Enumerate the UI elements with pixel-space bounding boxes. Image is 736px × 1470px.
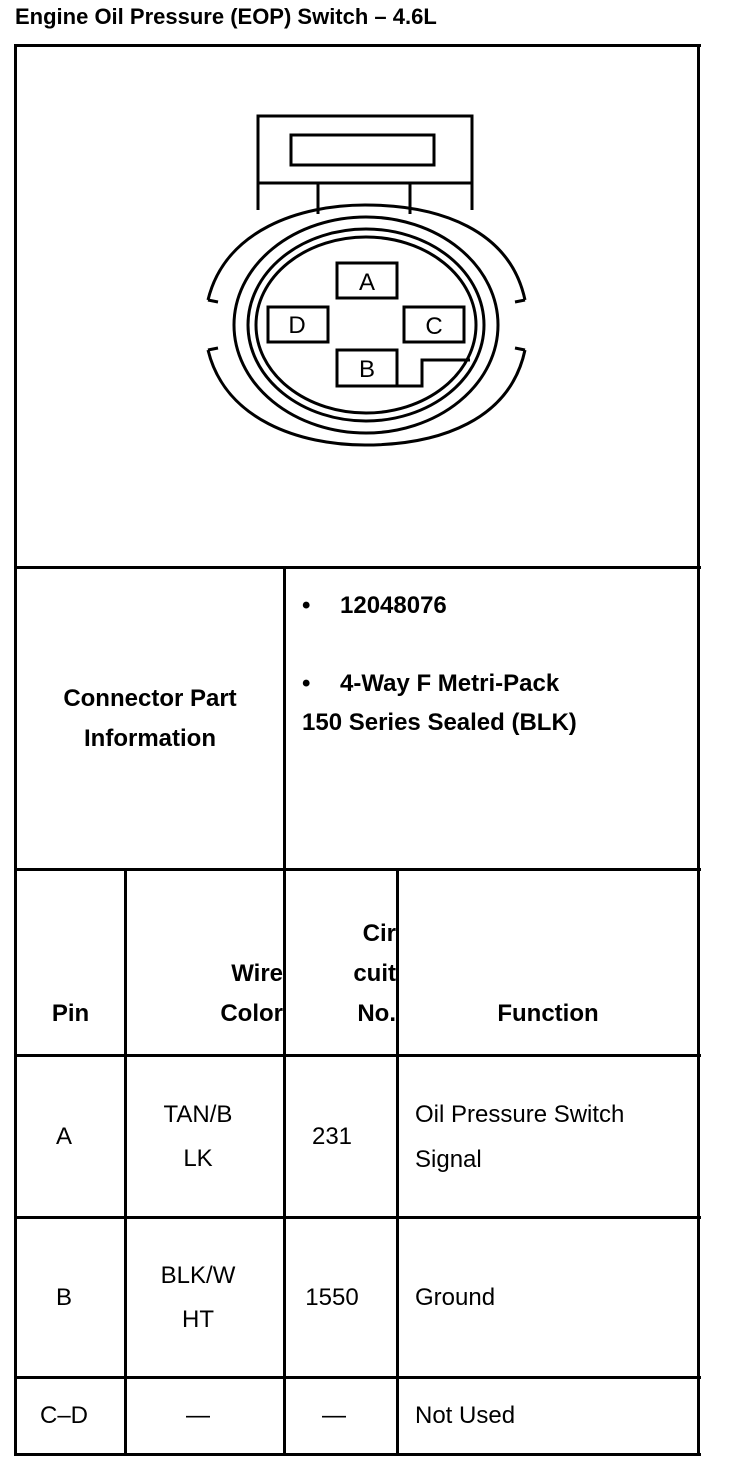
part-info-label-line2: Information [84, 724, 216, 752]
row-a-wire-1: TAN/B [163, 1100, 233, 1128]
row-cd-wire: — [186, 1402, 210, 1429]
part-desc-line2: 150 Series Sealed (BLK) [302, 709, 577, 736]
header-pin-label: Pin [51, 1000, 90, 1027]
header-circuit-2: cuit [353, 960, 396, 987]
connector-diagram [0, 0, 736, 566]
part-number: 12048076 [340, 592, 447, 619]
pin-label-c: C [425, 313, 443, 340]
part-info-list [302, 586, 577, 742]
row-a-function-1: Oil Pressure Switch [415, 1100, 625, 1128]
part-info-label-line1: Connector Part [63, 684, 237, 712]
row-a-function [399, 1057, 697, 1216]
header-function-label: Function [497, 1000, 599, 1027]
row-b-function: Ground [415, 1283, 496, 1311]
header-function [399, 871, 697, 1054]
row-b-pin: B [55, 1283, 72, 1311]
row-a-function-2: Signal [415, 1145, 482, 1173]
divider-info-col [283, 566, 286, 871]
row-a-wire [127, 1057, 269, 1216]
header-circuit [286, 871, 396, 1054]
header-wire-color [127, 871, 283, 1054]
row-cd-function: Not Used [415, 1402, 516, 1429]
header-circuit-1: Cir [362, 920, 396, 947]
row-a-pin: A [55, 1122, 72, 1150]
part-number-item [302, 586, 577, 625]
pin-label-b: B [358, 356, 376, 383]
locking-tab-slot [291, 135, 434, 165]
pin-label-d: D [288, 312, 306, 339]
connector-ring-outer [234, 217, 498, 433]
row-b-wire [127, 1219, 269, 1376]
header-wire-color-2: Color [220, 1000, 283, 1027]
spacer [302, 625, 577, 664]
row-a-circuit: 231 [311, 1122, 353, 1150]
header-circuit-3: No. [357, 1000, 396, 1027]
row-cd-pin: C–D [39, 1402, 88, 1429]
part-desc-line1: 4-Way F Metri-Pack [340, 670, 560, 697]
bullet-1: • [302, 592, 311, 619]
border-bottom [14, 1453, 701, 1456]
row-cd-circuit: — [322, 1402, 346, 1429]
header-pin [17, 871, 124, 1054]
pin-label-a: A [358, 269, 376, 296]
page-title: Engine Oil Pressure (EOP) Switch – 4.6L [15, 4, 437, 29]
header-wire-color-1: Wire [231, 960, 283, 987]
row-b-circuit: 1550 [305, 1283, 359, 1311]
part-desc-item [302, 664, 577, 703]
part-info-label [17, 569, 283, 868]
bullet-2: • [302, 670, 311, 697]
row-a-wire-2: LK [183, 1144, 213, 1172]
row-b-wire-1: BLK/W [160, 1261, 236, 1289]
connector-ring-inner [248, 229, 484, 421]
row-b-wire-2: HT [182, 1305, 214, 1333]
